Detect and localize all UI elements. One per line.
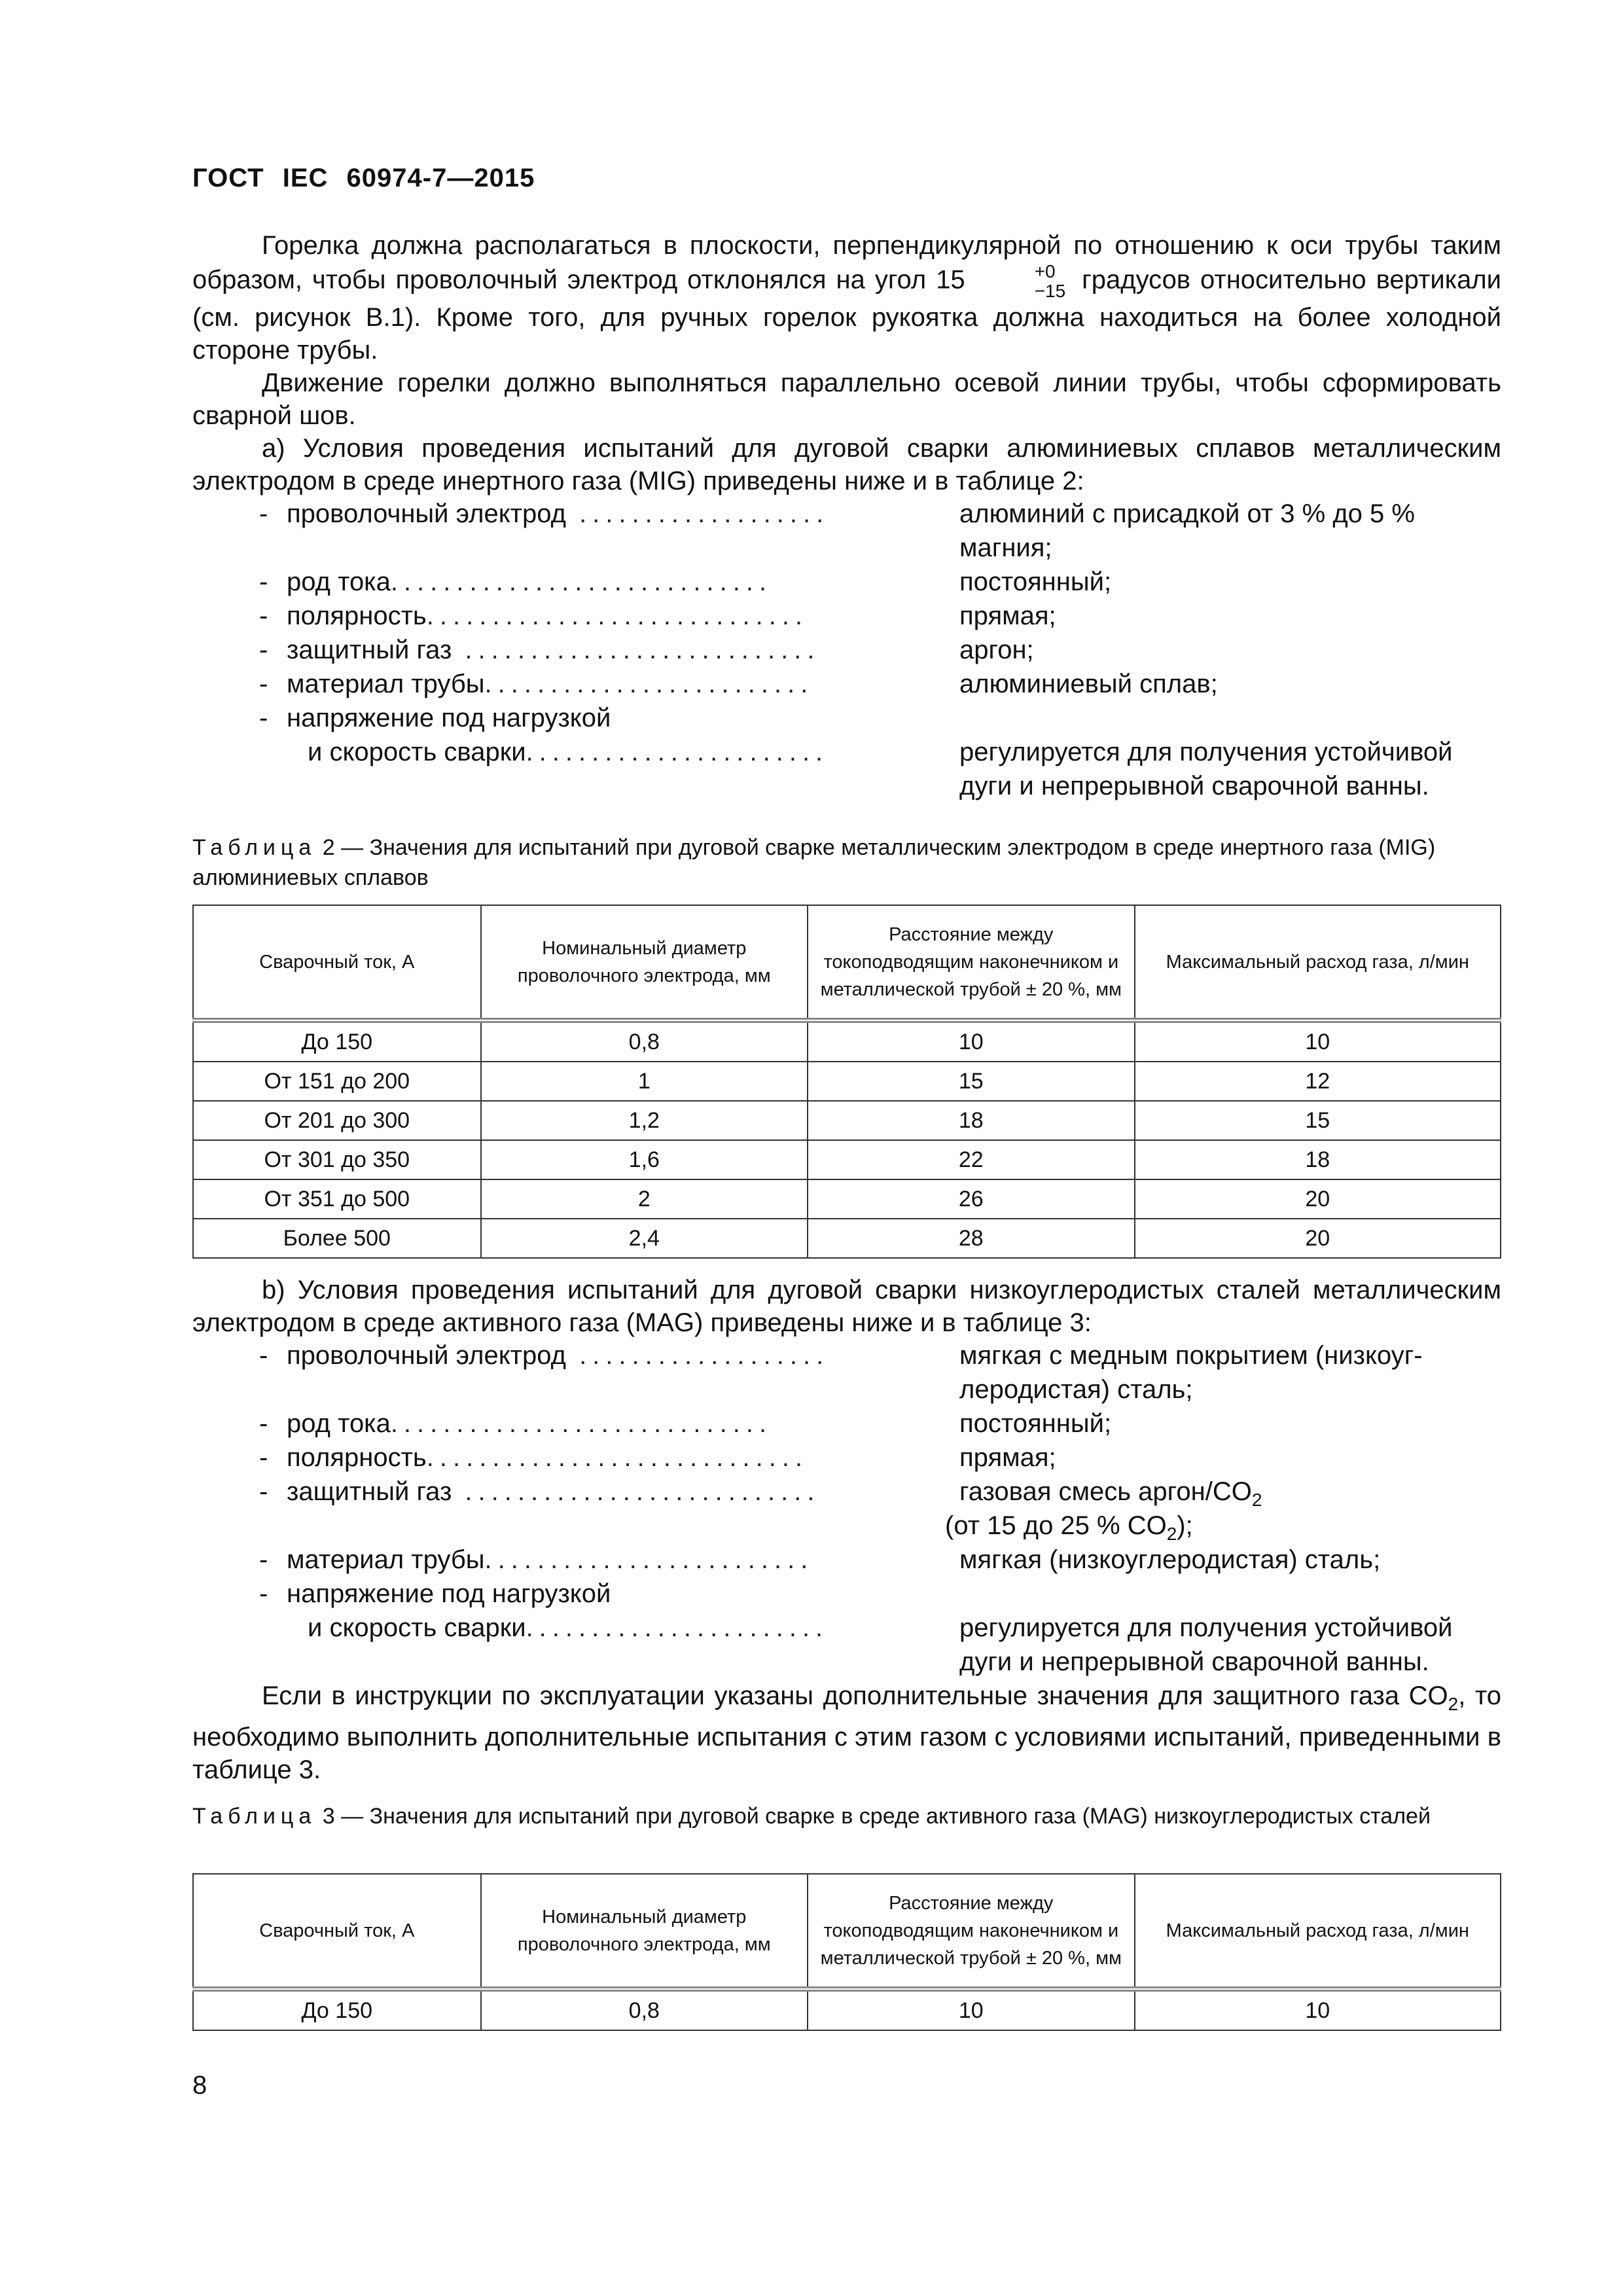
- mig-conditions-list: [192, 497, 1501, 804]
- table-row: От 301 до 350 1,6 22 18: [193, 1140, 1501, 1179]
- list-item: - полярность ............................. прямая;: [259, 1443, 1056, 1472]
- header-standard: IEC: [282, 164, 329, 192]
- mag-conditions-list: [192, 1339, 1501, 1679]
- table3: [192, 1873, 1501, 2031]
- section-intro: [192, 229, 1501, 804]
- list-item: - материал трубы ......................... мягкая (низкоуглеродистая) сталь;: [259, 1545, 1381, 1574]
- table2: [192, 905, 1501, 1259]
- column-header: Максимальный расход газа, л/мин: [1135, 1874, 1501, 1989]
- list-item: - защитный газ ........................... аргон;: [259, 636, 1034, 664]
- column-header: Сварочный ток, А: [193, 905, 481, 1020]
- column-header: Расстояние между токоподводящим наконечником и металлической трубой ± 20 %, мм: [808, 1874, 1135, 1989]
- list-item: - напряжение под нагрузкой: [259, 704, 611, 732]
- table-header-row: [193, 1874, 1501, 1989]
- table-header-row: [193, 905, 1501, 1020]
- list-item-cont: и скорость сварки ....................... регулируется для получения устойчивой: [308, 738, 1453, 766]
- list-item: - род тока ............................. постоянный;: [259, 1409, 1112, 1438]
- paragraph-co2: Если в инструкции по эксплуатации указаны дополнительные значения для защитного газа $CO_2$, то необходимо выполнить дополнительные испытания с этим газом с условиями испытаний, приведенными в таблице 3.: [192, 1681, 1501, 1784]
- table2-caption: Таблица 2 — Значения для испытаний при дуговой сварке металлическим электродом в среде инертного газа (MIG) алюминиевых сплавов: [192, 835, 1436, 890]
- paragraph-mag-conditions: b) Условия проведения испытаний для дуговой сварки низкоуглеродистых сталей металлическим электродом в среде активного газа (MAG) приведены ниже и в таблице 3:: [192, 1276, 1501, 1337]
- list-item-cont: (от 15 до 25 % $CO_2$);: [945, 1511, 1193, 1544]
- list-item-cont: и скорость сварки ....................... регулируется для получения устойчивой: [308, 1613, 1453, 1642]
- list-item: - проволочный электрод ................... мягкая с медным покрытием (низкоуг-: [259, 1341, 1423, 1370]
- table-row: От 201 до 300 1,2 18 15: [193, 1101, 1501, 1140]
- column-header: Сварочный ток, А: [193, 1874, 481, 1989]
- header-number: 60974-7—2015: [346, 164, 535, 192]
- section-mag: [192, 1274, 1501, 1786]
- list-item-cont: дуги и непрерывной сварочной ванны.: [959, 772, 1429, 800]
- list-item: - род тока ............................. постоянный;: [259, 567, 1112, 596]
- paragraph-mig-conditions: а) Условия проведения испытаний для дуговой сварки алюминиевых сплавов металлическим электродом в среде инертного газа (MIG) приведены ниже и в таблице 2:: [192, 434, 1501, 495]
- angle-tolerance: +0 −15: [1034, 261, 1066, 301]
- column-header: Номинальный диаметр проволочного электрода, мм: [481, 905, 808, 1020]
- table-row: От 351 до 500 2 26 20: [193, 1179, 1501, 1219]
- table-row: До 150 0,8 10 10: [193, 1020, 1501, 1062]
- table-row: До 150 0,8 10 10: [193, 1989, 1501, 2030]
- list-item: - полярность ............................. прямая;: [259, 601, 1056, 630]
- table-row: Более 500 2,4 28 20: [193, 1219, 1501, 1258]
- document-header: [192, 164, 545, 193]
- table3-caption: Таблица 3 — Значения для испытаний при дуговой сварке в среде активного газа (MAG) низкоуглеродистых сталей: [192, 1804, 1431, 1829]
- column-header: Номинальный диаметр проволочного электрода, мм: [481, 1874, 808, 1989]
- list-item-cont: дуги и непрерывной сварочной ванны.: [959, 1647, 1429, 1676]
- list-item: - материал трубы ......................... алюминиевый сплав;: [259, 670, 1218, 698]
- table-row: От 151 до 200 1 15 12: [193, 1062, 1501, 1101]
- paragraph-torch-movement: Движение горелки должно выполняться параллельно осевой линии трубы, чтобы сформировать сварной шов.: [192, 368, 1501, 430]
- paragraph-torch-position: Горелка должна располагаться в плоскости, перпендикулярной по отношению к оси трубы таким образом, чтобы проволочный электрод отклонялся на угол 15 +0 −15 градусов относительно вертикали (см. рисунок В.1). Кроме того, для ручных горелок рукоятка должна находиться на более холодной стороне трубы.: [192, 231, 1501, 365]
- list-item: - напряжение под нагрузкой: [259, 1579, 611, 1608]
- list-item: - защитный газ ........................... газовая смесь аргон/$CO_2$: [259, 1477, 1262, 1510]
- column-header: Максимальный расход газа, л/мин: [1135, 905, 1501, 1020]
- page-number: 8: [192, 2071, 207, 2100]
- list-item: - проволочный электрод ................... алюминий с присадкой от 3 % до 5 %: [259, 499, 1415, 528]
- column-header: Расстояние между токоподводящим наконечником и металлической трубой ± 20 %, мм: [808, 905, 1135, 1020]
- list-item-cont: леродистая) сталь;: [959, 1375, 1193, 1404]
- list-item-cont: магния;: [959, 533, 1052, 562]
- header-gost: ГОСТ: [192, 164, 264, 192]
